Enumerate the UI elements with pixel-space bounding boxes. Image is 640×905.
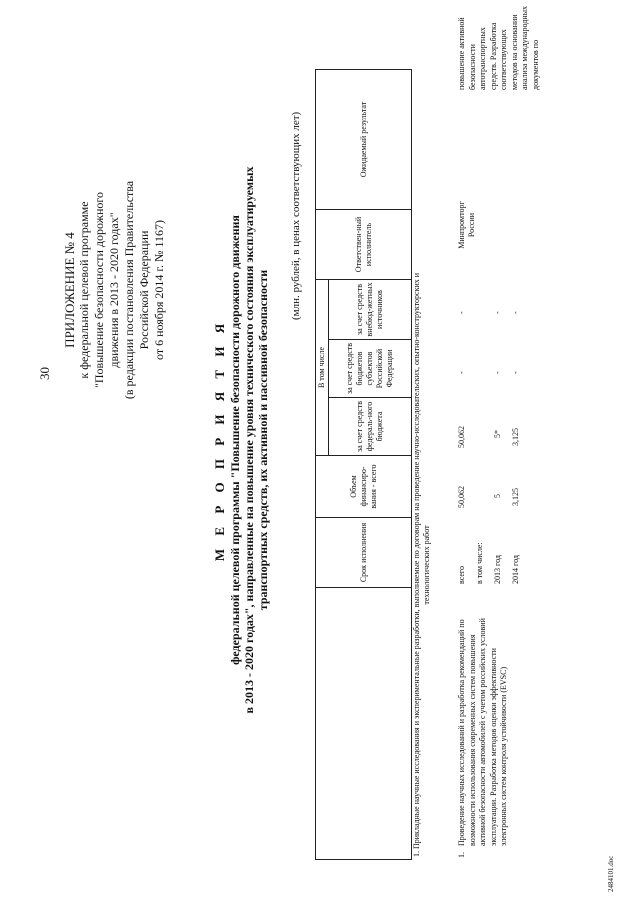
extrabudget-cell: - (493, 311, 502, 314)
units-note: (млн. рублей, в ценах соответствующих лет) (290, 111, 302, 320)
document-subtitle (228, 160, 270, 720)
federal-cell: 5* (493, 430, 502, 438)
subtitle-line: в 2013 - 2020 годах", направленные на повышение уровня технического состояния эксплуатируемых (242, 166, 256, 714)
regional-cell: - (511, 371, 520, 374)
header-result: Ожидаемый результат (316, 70, 412, 210)
annex-line: (в редакции постановления Правительства (122, 180, 136, 400)
annex-line: ПРИЛОЖЕНИЕ № 4 (62, 232, 77, 348)
volume-cell: 50,062 (457, 486, 466, 508)
doc-code: 2484101.doc (607, 855, 615, 892)
extrabudget-cell: - (457, 311, 466, 314)
row-number: 1. (457, 852, 466, 858)
header-regional: за счет средств бюджетов субъектов Российской Федерации (329, 340, 412, 398)
volume-cell: 3,125 (511, 488, 520, 506)
subtitle-line: транспортных средств, их активной и пассивной безопасности (256, 269, 270, 611)
header-including: В том числе (316, 280, 329, 456)
period-cell: 2013 год (493, 555, 502, 584)
extrabudget-cell: - (511, 311, 520, 314)
header-deadline: Срок исполнения (316, 518, 412, 588)
regional-cell: - (493, 371, 502, 374)
volume-cell: 5 (493, 494, 502, 498)
period-cell: 2014 год (511, 555, 520, 584)
document-title: М Е Р О П Р И Я Т И Я (212, 318, 227, 562)
result-cell: повышение активной безопасности автотранспортных средств. Разработка соответствующих методов на основании анализа международных документов по (457, 6, 540, 90)
measures-table-header (315, 69, 412, 860)
header-empty-cell (316, 588, 412, 860)
annex-line: "Повышение безопасности дорожного (92, 191, 106, 389)
period-cell: в том числе: (475, 542, 484, 584)
federal-cell: 3,125 (511, 428, 520, 446)
header-extrabudget: за счет средств внебюд-жетных источников (329, 280, 412, 340)
annex-line: Российской Федерации (137, 230, 151, 350)
header-federal: за счет средств федераль-ного бюджета (329, 398, 412, 456)
page-number: 30 (37, 367, 52, 380)
row-name: Проведение научных исследований и разработка рекомендаций по возможности использования современных систем повышения активной безопасности автомобилей с учетом российских условий эксплуатации. Разработка методов оценки эффективности электронных систем контроля устойчивости (EVSC) (457, 618, 508, 846)
annex-line: от 6 ноября 2014 г. № 1167) (152, 220, 166, 360)
annex-block (62, 140, 167, 440)
regional-cell: - (457, 371, 466, 374)
period-cell: всего (457, 565, 466, 584)
executor-cell: Минпромторг России (457, 201, 476, 249)
annex-line: движения в 2013 - 2020 годах" (107, 212, 121, 368)
subtitle-line: федеральной целевой программы "Повышение безопасности дорожного движения (228, 215, 242, 665)
federal-cell: 50,062 (457, 426, 466, 448)
header-volume: Объем финансиро-вания - всего (316, 456, 412, 518)
annex-line: к федеральной целевой программе (77, 201, 91, 379)
section-title: 1. Прикладные научные исследования и экспериментальные разработки, выполняемые по договорам на проведение научно-исследовательских, опытно-конструкторских и технологических работ (412, 272, 431, 858)
header-executor: Ответствен-ный исполнитель (316, 210, 412, 280)
